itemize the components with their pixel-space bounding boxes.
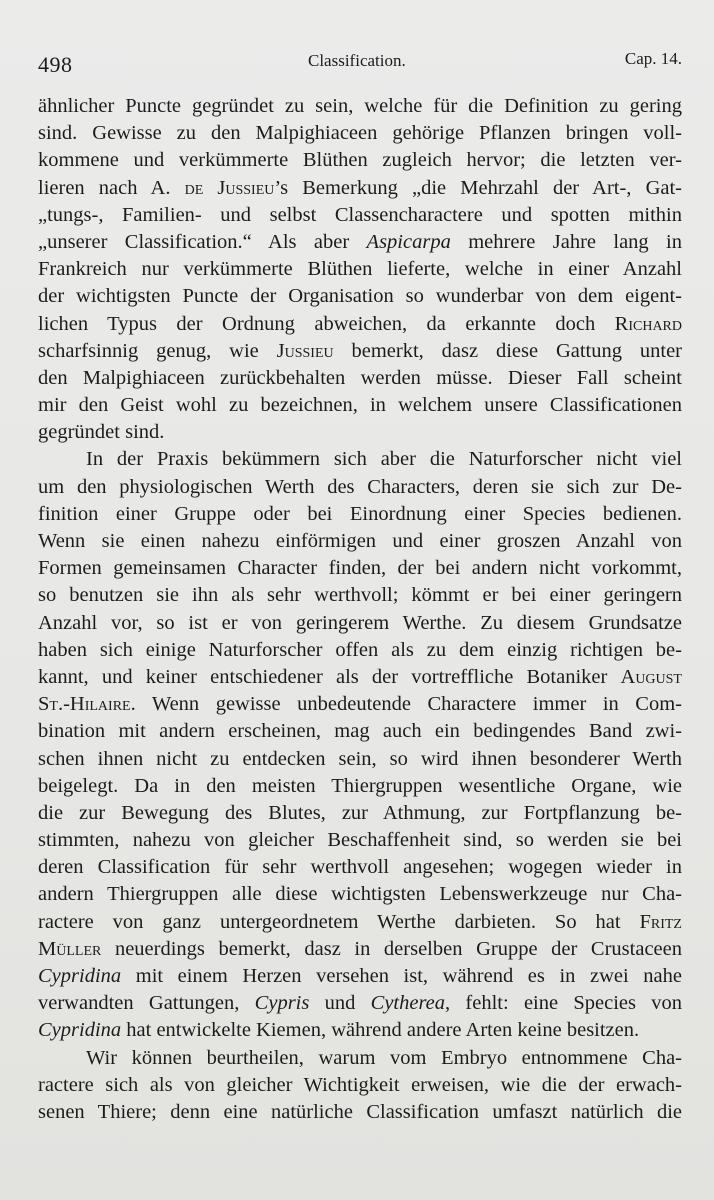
page-header (38, 48, 682, 78)
text-line (38, 120, 682, 147)
text-segment: . Wenn gewisse unbedeutende Charactere immer in Com- (130, 693, 682, 716)
text-line (38, 963, 682, 990)
italic-text: Cypris (254, 992, 310, 1015)
small-caps-text: Müller (38, 937, 102, 960)
text-line (38, 419, 682, 446)
running-title: Classification. (308, 51, 406, 70)
text-line (38, 501, 682, 528)
text-line (38, 637, 682, 664)
text-line (38, 800, 682, 827)
text-segment: ractere sich als von gleicher Wichtigkeit erweisen, wie die der erwach- (38, 1073, 682, 1096)
italic-text: Cypridina (38, 1019, 122, 1042)
text-line (38, 256, 682, 283)
text-segment: schen ihnen nicht zu entdecken sein, so wird ihnen besonderer Werth (38, 747, 682, 770)
text-line (38, 365, 682, 392)
text-line (38, 936, 682, 963)
small-caps-text: August (620, 665, 682, 688)
text-line (38, 909, 682, 936)
text-segment: ’s Bemerkung „die Mehrzahl der Art-, Gat- (274, 176, 682, 199)
text-segment: lieren nach A. (38, 176, 185, 199)
text-line (38, 147, 682, 174)
text-line (38, 691, 682, 718)
text-line (38, 773, 682, 800)
text-line (38, 311, 682, 338)
text-segment: und (309, 992, 371, 1015)
text-line (38, 229, 682, 256)
text-line (38, 610, 682, 637)
text-segment: um den physiologischen Werth des Characters, deren sie sich zur De- (38, 475, 682, 498)
text-segment: die zur Bewegung des Blutes, zur Athmung, zur Fortpflanzung be- (38, 801, 682, 824)
text-segment: Wir können beurtheilen, warum vom Embryo entnommene Cha- (86, 1046, 682, 1069)
text-segment: den Malpighiaceen zurückbehalten werden müsse. Dieser Fall scheint (38, 366, 682, 389)
text-segment: haben sich einige Naturforscher offen als zu dem einzig richtigen be- (38, 638, 682, 661)
text-segment: sind. Gewisse zu den Malpighiaceen gehörige Pflanzen bringen voll- (38, 122, 682, 145)
text-line (38, 881, 682, 908)
text-segment: ähnlicher Puncte gegründet zu sein, welche für die Definition zu gering (38, 95, 682, 117)
text-segment: so benutzen sie ihn als sehr werthvoll; kömmt er bei einer geringern (38, 584, 682, 607)
small-caps-text: Richard (614, 312, 682, 335)
text-line (38, 528, 682, 555)
text-segment: mit einem Herzen versehen ist, während es in zwei nahe (121, 965, 682, 987)
text-line (38, 202, 682, 229)
text-segment: gegründet sind. (38, 421, 165, 444)
text-segment: verwandten Gattungen, (38, 992, 255, 1015)
text-segment: bemerkt, dasz diese Gattung unter (333, 339, 682, 362)
text-line (38, 392, 682, 419)
text-line (38, 283, 682, 310)
text-line (38, 746, 682, 773)
body-text (38, 93, 682, 1126)
text-segment: der wichtigsten Puncte der Organisation so wunderbar von dem eigent- (38, 285, 682, 308)
text-segment: bination mit andern erscheinen, mag auch ein bedingendes Band zwi- (38, 720, 682, 743)
italic-text: Aspicarpa (366, 230, 451, 253)
text-segment: kannt, und keiner entschiedener als der vortreffliche Botaniker (38, 665, 621, 688)
text-segment: lichen Typus der Ordnung abweichen, da erkannte doch (38, 312, 615, 335)
text-segment: mir den Geist wohl zu bezeichnen, in welchem unsere Classificationen (38, 394, 682, 417)
text-line (38, 1072, 682, 1099)
text-segment: „unserer Classification.“ Als aber (38, 230, 367, 253)
small-caps-text: St.-Hilaire (38, 693, 131, 716)
chapter-label: Cap. 14. (624, 49, 682, 68)
text-segment: neuerdings bemerkt, dasz in derselben Gruppe der Crustaceen (101, 937, 682, 960)
page-number: 498 (38, 52, 73, 77)
text-segment: Wenn sie einen nahezu einförmigen und einer groszen Anzahl von (38, 530, 682, 552)
text-segment: Frankreich nur verkümmerte Blüthen lieferte, welche in einer Anzahl (38, 258, 682, 281)
small-caps-text: de Jussieu (184, 176, 275, 199)
text-segment: „tungs-, Familien- und selbst Classencharactere und spotten mithin (38, 203, 682, 226)
italic-text: Cytherea (370, 992, 446, 1015)
text-segment: ractere von ganz untergeordnetem Werthe darbieten. So hat (38, 910, 640, 933)
text-segment: deren Classification für sehr werthvoll angesehen; wogegen wieder in (38, 856, 682, 879)
text-line (38, 474, 682, 501)
text-segment: Anzahl vor, so ist er von geringerem Werthe. Zu diesem Grundsatze (38, 611, 682, 634)
text-line (38, 555, 682, 582)
text-line (38, 338, 682, 365)
text-segment: mehrere Jahre lang in (450, 230, 682, 253)
text-segment: scharfsinnig genug, wie (38, 339, 277, 362)
text-segment: hat entwickelte Kiemen, während andere Arten keine besitzen. (121, 1019, 640, 1042)
text-segment: , fehlt: eine Species von (445, 992, 682, 1015)
text-line (38, 582, 682, 609)
small-caps-text: Jussieu (276, 339, 334, 362)
text-segment: Formen gemeinsamen Character finden, der bei andern nicht vorkommt, (38, 557, 682, 580)
text-segment: beigelegt. Da in den meisten Thiergruppen wesentliche Organe, wie (38, 774, 682, 797)
text-line (38, 1017, 682, 1044)
text-line (38, 827, 682, 854)
text-line (38, 1045, 682, 1072)
text-segment: finition einer Gruppe oder bei Einordnung einer Species bedienen. (38, 502, 682, 525)
text-line (38, 854, 682, 881)
text-segment: stimmten, nahezu von gleicher Beschaffenheit sind, so werden sie bei (38, 829, 682, 852)
text-segment: In der Praxis bekümmern sich aber die Naturforscher nicht viel (86, 448, 682, 471)
text-line (38, 175, 682, 202)
small-caps-text: Fritz (639, 910, 682, 933)
text-line (38, 664, 682, 691)
text-segment: senen Thiere; denn eine natürliche Classification umfaszt natürlich die (38, 1100, 682, 1123)
italic-text: Cypridina (38, 965, 122, 987)
text-segment: kommene und verkümmerte Blüthen zugleich hervor; die letzten ver- (38, 149, 682, 172)
text-line (38, 93, 682, 120)
text-line (38, 990, 682, 1017)
text-line (38, 446, 682, 473)
text-line (38, 1099, 682, 1126)
text-line (38, 718, 682, 745)
text-segment: andern Thiergruppen alle diese wichtigsten Lebenswerkzeuge nur Cha- (38, 883, 682, 906)
